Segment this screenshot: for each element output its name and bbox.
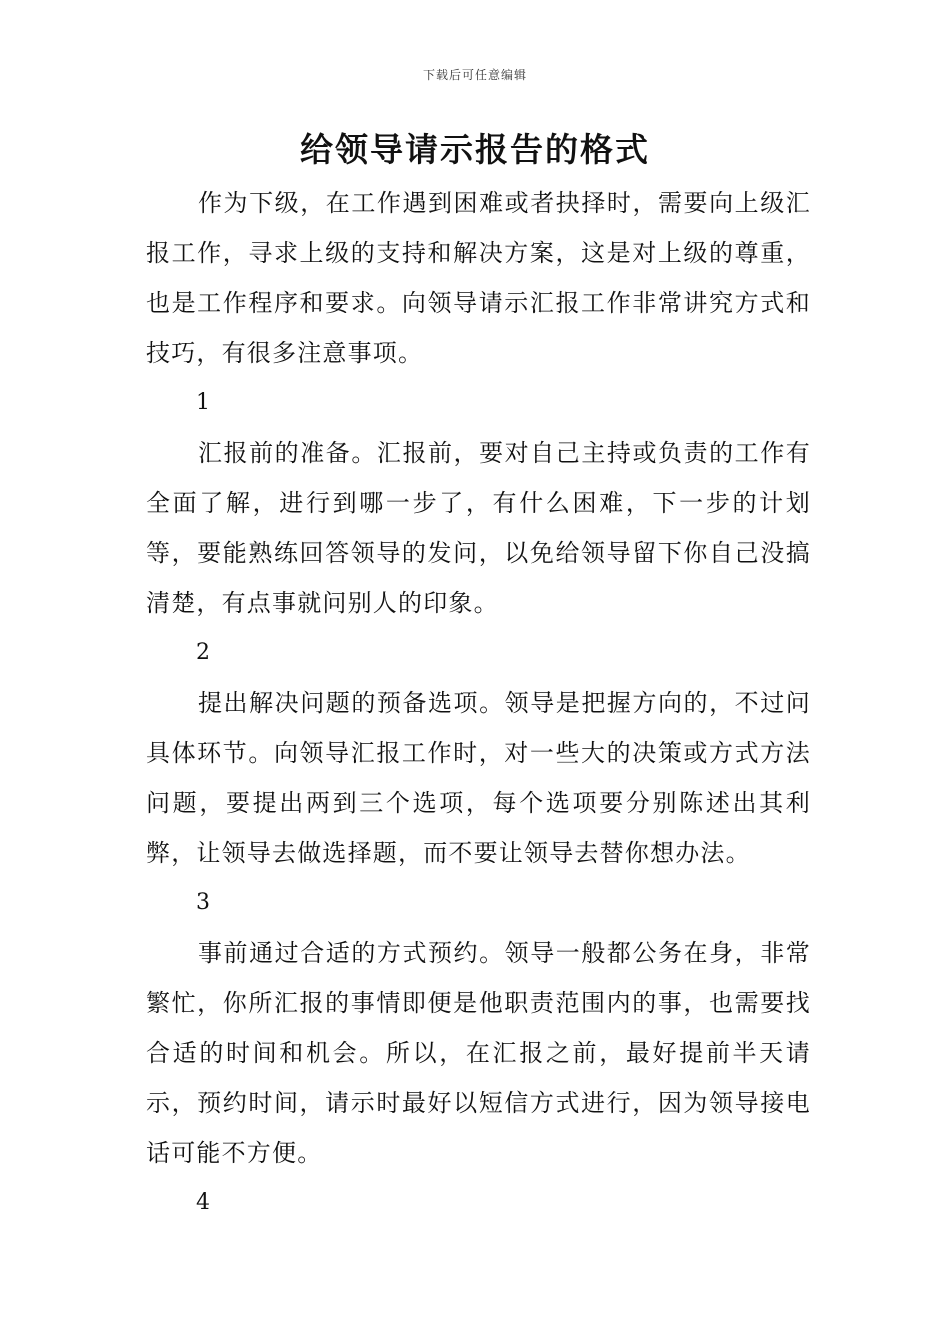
section-paragraph-3: 事前通过合适的方式预约。领导一般都公务在身，非常繁忙，你所汇报的事情即便是他职责范围内的事，也需要找合适的时间和机会。所以，在汇报之前，最好提前半天请示，预约时间，请示时最好以短信方式进行，因为领导接电话可能不方便。	[146, 939, 811, 1167]
section-number-3: 3	[196, 890, 210, 915]
document-body	[146, 178, 811, 1228]
section-number-4: 4	[196, 1190, 210, 1215]
section-paragraph-1: 汇报前的准备。汇报前，要对自己主持或负责的工作有全面了解，进行到哪一步了，有什么困难，下一步的计划等，要能熟练回答领导的发问，以免给领导留下你自己没搞清楚，有点事就问别人的印象。	[146, 439, 811, 617]
section-number-2: 2	[196, 640, 210, 665]
document-title: 给领导请示报告的格式	[300, 130, 650, 169]
intro-paragraph: 作为下级，在工作遇到困难或者抉择时，需要向上级汇报工作，寻求上级的支持和解决方案，这是对上级的尊重，也是工作程序和要求。向领导请示汇报工作非常讲究方式和技巧，有很多注意事项。	[146, 189, 811, 367]
header-note: 下载后可任意编辑	[422, 68, 527, 82]
section-paragraph-2: 提出解决问题的预备选项。领导是把握方向的，不过问具体环节。向领导汇报工作时，对一些大的决策或方式方法问题，要提出两到三个选项，每个选项要分别陈述出其利弊，让领导去做选择题，而不要让领导去替你想办法。	[146, 689, 811, 867]
section-number-1: 1	[196, 390, 210, 415]
